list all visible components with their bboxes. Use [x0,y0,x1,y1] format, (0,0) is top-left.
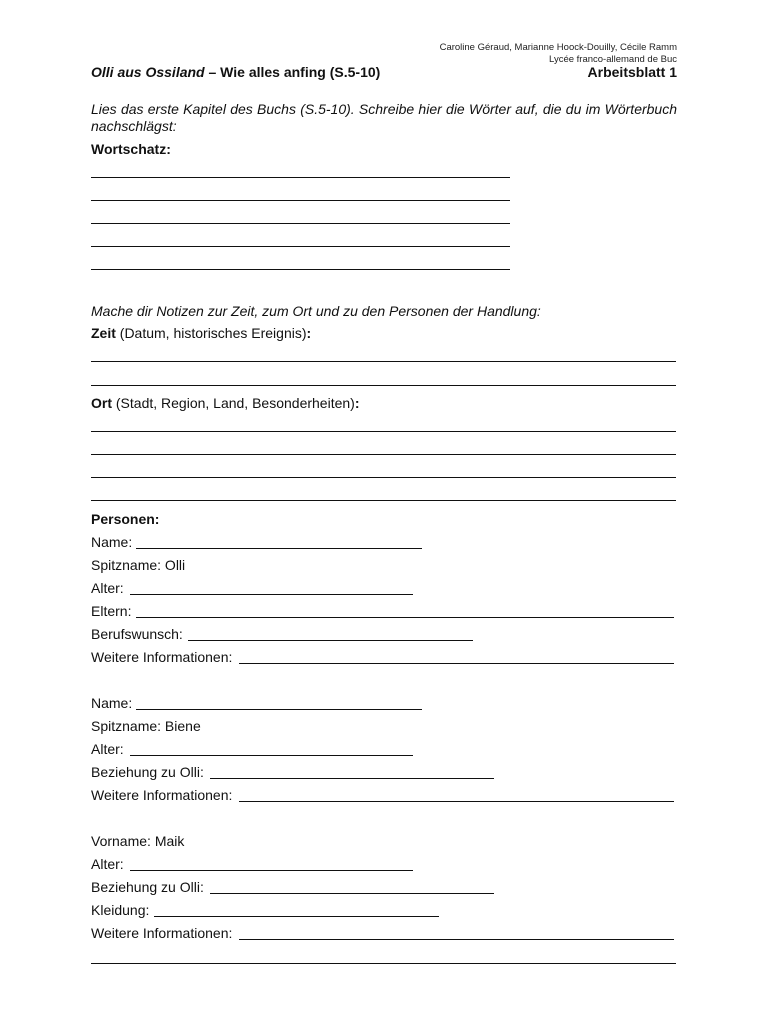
p2-name-field[interactable] [91,694,132,712]
zeit-colon: : [306,325,312,341]
ort-line[interactable] [91,431,676,432]
p2-age-label: Alter: [91,741,124,757]
p3-clothing-line[interactable] [154,916,439,917]
zeit-word: Zeit [91,325,116,341]
p3-relation-field[interactable] [91,878,204,896]
p1-parents-field[interactable] [91,602,131,620]
p1-career-line[interactable] [188,640,473,641]
author-credits [440,42,677,66]
p3-relation-line[interactable] [210,893,494,894]
worksheet-title [91,64,677,80]
ort-label [91,395,360,411]
p1-age-label: Alter: [91,580,124,596]
p1-name-field[interactable] [91,533,132,551]
p2-relation-line[interactable] [210,778,494,779]
vocab-line[interactable] [91,223,510,224]
vocab-line[interactable] [91,200,510,201]
p1-nickname [91,556,185,574]
p3-more-line[interactable] [239,939,674,940]
p3-age-line[interactable] [130,870,413,871]
p3-age-field[interactable] [91,855,124,873]
p3-clothing-label: Kleidung: [91,902,150,918]
zeit-line[interactable] [91,361,676,362]
authors-line: Caroline Géraud, Marianne Hoock-Douilly, Cécile Ramm [439,42,677,53]
p1-career-label: Berufswunsch: [91,626,183,642]
vocab-line[interactable] [91,269,510,270]
p2-relation-label: Beziehung zu Olli: [91,764,204,780]
p1-name-line[interactable] [136,548,422,549]
zeit-label [91,325,311,341]
reading-instruction: Lies das erste Kapitel des Buchs (S.5-10). Schreibe hier die Wörter auf, die du im Wörterbuch nachschlägst: [91,101,677,134]
vocab-line[interactable] [91,246,510,247]
vocab-line[interactable] [91,177,510,178]
p2-age-line[interactable] [130,755,413,756]
p2-age-field[interactable] [91,740,124,758]
p2-relation-field[interactable] [91,763,204,781]
p3-more-field[interactable] [91,924,232,942]
ort-word: Ort [91,395,112,411]
p3-firstname-text: Vorname: Maik [91,833,185,849]
persons-heading: Personen: [91,511,160,527]
ort-hint: (Stadt, Region, Land, Besonderheiten) [112,395,355,411]
p3-more-label: Weitere Informationen: [91,925,233,941]
ort-line[interactable] [91,454,676,455]
p1-age-field[interactable] [91,579,124,597]
ort-colon: : [354,395,360,411]
p3-relation-label: Beziehung zu Olli: [91,879,204,895]
sheet-number: Arbeitsblatt 1 [587,64,677,80]
chapter-title: – Wie alles anfing (S.5-10) [204,64,381,80]
p1-more-field[interactable] [91,648,232,666]
school-line: Lycée franco-allemand de Buc [549,54,677,65]
p2-nickname-text: Spitzname: Biene [91,718,201,734]
p3-firstname [91,832,184,850]
p2-nickname [91,717,201,735]
p3-clothing-field[interactable] [91,901,149,919]
notes-instruction: Mache dir Notizen zur Zeit, zum Ort und zu den Personen der Handlung: [91,303,541,319]
zeit-hint: (Datum, historisches Ereignis) [115,325,307,341]
p1-nickname-text: Spitzname: Olli [91,557,186,573]
p1-more-label: Weitere Informationen: [91,649,233,665]
p3-extra-line[interactable] [91,963,676,964]
vocab-heading: Wortschatz: [91,141,171,157]
title-text [91,64,380,80]
ort-line[interactable] [91,500,676,501]
p1-more-line[interactable] [239,663,674,664]
p1-career-field[interactable] [91,625,183,643]
p2-name-label: Name: [91,695,133,711]
p1-age-line[interactable] [130,594,413,595]
book-title: Olli aus Ossiland [91,64,205,80]
ort-line[interactable] [91,477,676,478]
p1-parents-line[interactable] [136,617,674,618]
p2-more-field[interactable] [91,786,232,804]
p2-name-line[interactable] [136,709,422,710]
p1-name-label: Name: [91,534,133,550]
zeit-line[interactable] [91,385,676,386]
p3-age-label: Alter: [91,856,124,872]
p1-parents-label: Eltern: [91,603,132,619]
p2-more-line[interactable] [239,801,674,802]
p2-more-label: Weitere Informationen: [91,787,233,803]
